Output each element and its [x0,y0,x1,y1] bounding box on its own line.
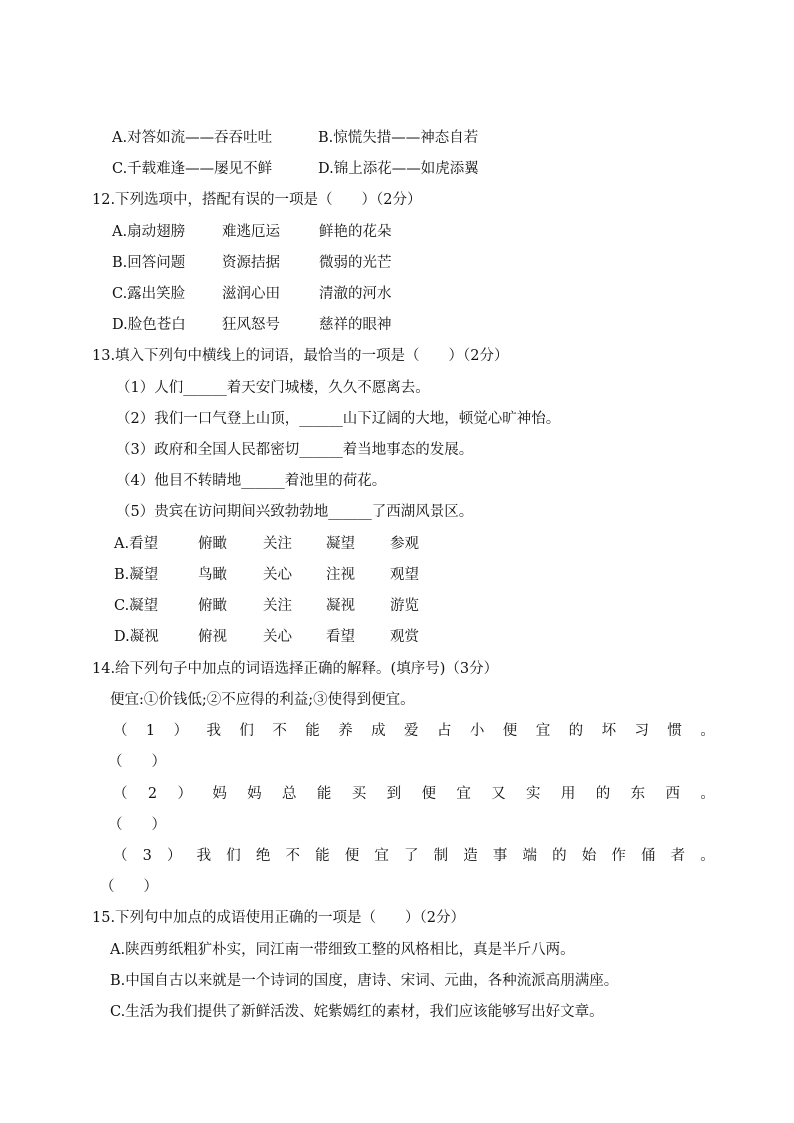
q13-d-4: 看望 [326,629,355,645]
q14-stem: 14.给下列句子中加点的词语选择正确的解释。(填序号)（3分） [92,661,499,677]
q13-c-3: 关注 [263,598,292,614]
q14-s1-char: ） [173,723,189,739]
q13-b-4: 注视 [326,567,355,583]
q14-s3-char: 们 [226,848,241,864]
q14-s1-char: 习 [634,723,649,739]
q11-option-b: B.惊慌失措——神态自若 [318,130,479,146]
q13-c-2: 俯瞰 [198,598,227,614]
q14-s2-char: 能 [316,786,332,802]
q13-d-5: 观赏 [390,629,419,645]
q13-b-1: B.凝望 [114,567,159,583]
q11-option-a: A.对答如流——吞吞吐吐 [112,130,273,146]
q14-s3-char: 俑 [640,848,656,864]
q15-option-c: C.生活为我们提供了新鲜活泼、姹紫嫣红的素材，我们应该能够写出好文章。 [110,1004,604,1020]
q14-s1-char: 我 [206,723,221,739]
q12-b-1: B.回答问题 [112,255,186,271]
q14-s3-char: 制 [433,848,449,864]
q14-s1-char: 们 [239,723,254,739]
q14-s1-char: 不 [272,723,287,739]
q14-s1-char: 成 [371,723,386,739]
q14-s1-char: 的 [568,723,584,739]
q14-s3-char: 宜 [374,848,389,864]
q14-s3-char: 端 [522,848,537,864]
q13-d-3: 关心 [263,629,292,645]
q15-option-a: A.陕西剪纸粗犷朴实，同江南一带细致工整的风格相比，真是半斤八两。 [110,942,575,958]
q11-option-c: C.千载难逢——屡见不鲜 [112,161,273,177]
q14-s3-char: 的 [552,848,567,864]
q14-s3-char: 不 [285,848,300,864]
q14-s2-char: 又 [491,786,506,802]
q12-c-1: C.露出笑脸 [112,286,186,302]
q14-s2-char: 便 [421,786,436,802]
q13-a-1: A.看望 [114,536,159,552]
q13-c-1: C.凝望 [114,598,159,614]
q15-stem: 15.下列句中加点的成语使用正确的一项是（ ）（2分） [92,910,466,926]
q14-s1-char: 能 [305,723,320,739]
q12-b-3: 微弱的光芒 [319,255,392,271]
q13-d-1: D.凝视 [114,629,159,645]
q14-s3-char: （ [113,848,128,864]
q14-answer-blank-2: （ ） [108,817,166,833]
q13-b-5: 观望 [390,567,419,583]
q14-s2-char: 的 [595,786,611,802]
q11-option-d: D.锦上添花——如虎添翼 [318,161,479,177]
q12-b-2: 资源拮据 [222,255,280,271]
q12-c-2: 滋润心田 [222,286,280,302]
q14-sentence-3 [113,846,715,866]
q14-s3-char: 作 [611,848,626,864]
q14-s1-char: 小 [469,723,485,739]
q13-sentence-1: （1）人们______着天安门城楼，久久不愿离去。 [116,380,430,396]
q14-s2-char: （ [113,786,128,802]
q14-s1-char: 养 [338,723,353,739]
q14-s1-char: 惯 [667,723,682,739]
q14-s2-char: 实 [526,786,541,802]
q14-s3-char: 。 [700,848,715,864]
q14-s3-char: 始 [581,848,597,864]
q14-s3-char: 造 [463,848,478,864]
q13-stem: 13.填入下列句中横线上的词语，最恰当的一项是（ ）（2分） [92,348,509,364]
q14-sentence-1 [113,721,715,741]
q14-s2-char: ） [177,786,192,802]
q12-c-3: 清澈的河水 [319,286,392,302]
q14-s3-char: 事 [492,848,508,864]
q14-s2-char: 用 [560,786,576,802]
q14-sentence-2 [113,784,715,804]
q13-a-5: 参观 [390,536,419,552]
q13-c-4: 凝视 [326,598,355,614]
q12-a-2: 难逃厄运 [222,224,280,240]
q13-sentence-4: （4）他目不转睛地______着池里的荷花。 [116,473,387,489]
q14-s1-char: （ [113,723,128,739]
q13-d-2: 俯视 [198,629,227,645]
q14-s1-char: 坏 [601,723,617,739]
q12-stem: 12.下列选项中，搭配有误的一项是（ ）（2分） [92,192,422,208]
q13-sentence-2: （2）我们一口气登上山顶，______山下辽阔的大地，顿觉心旷神怡。 [116,411,561,427]
q14-s2-char: 买 [351,786,367,802]
q14-s2-char: 西 [665,786,680,802]
q12-d-2: 狂风怒号 [222,317,280,333]
q13-b-3: 关心 [263,567,292,583]
q13-b-2: 鸟瞰 [198,567,227,583]
q14-s1-char: 爱 [404,723,419,739]
q14-s3-char: 便 [344,848,360,864]
q14-s3-char: ） [166,848,182,864]
q14-s2-char: 。 [700,786,715,802]
q14-definition: 便宜:①价钱低;②不应得的利益;③使得到便宜。 [110,692,415,708]
q14-s1-char: 占 [436,723,452,739]
q15-option-b: B.中国自古以来就是一个诗词的国度，唐诗、宋词、元曲，各种流派高朋满座。 [110,973,619,989]
q14-s1-char: 1 [145,723,156,739]
q13-sentence-3: （3）政府和全国人民都密切______着当地事态的发展。 [116,442,474,458]
q13-a-2: 俯瞰 [198,536,227,552]
q14-s1-char: 。 [700,723,715,739]
q14-s2-char: 到 [386,786,402,802]
q12-a-1: A.扇动翅膀 [112,224,186,240]
q13-sentence-5: （5）贵宾在访问期间兴致勃勃地______了西湖风景区。 [116,504,474,520]
q14-answer-blank-3: （ ） [100,879,158,895]
q14-s1-char: 便 [502,723,518,739]
q13-a-4: 凝望 [326,536,355,552]
q14-answer-blank-1: （ ） [108,754,166,770]
q14-s3-char: 了 [403,848,419,864]
q14-s3-char: 能 [315,848,330,864]
q14-s2-char: 总 [282,786,297,802]
q14-s3-char: 3 [142,848,152,864]
q14-s2-char: 宜 [456,786,471,802]
q14-s2-char: 妈 [247,786,262,802]
q14-s2-char: 东 [630,786,646,802]
q14-s2-char: 妈 [212,786,227,802]
q13-a-3: 关注 [263,536,292,552]
q14-s3-char: 我 [196,848,212,864]
q14-s3-char: 者 [670,848,686,864]
q14-s3-char: 绝 [255,848,271,864]
q14-s2-char: 2 [147,786,158,802]
q14-s1-char: 宜 [535,723,551,739]
q12-d-3: 慈祥的眼神 [319,317,392,333]
q12-a-3: 鲜艳的花朵 [319,224,392,240]
q12-d-1: D.脸色苍白 [112,317,186,333]
q13-c-5: 游览 [390,598,419,614]
